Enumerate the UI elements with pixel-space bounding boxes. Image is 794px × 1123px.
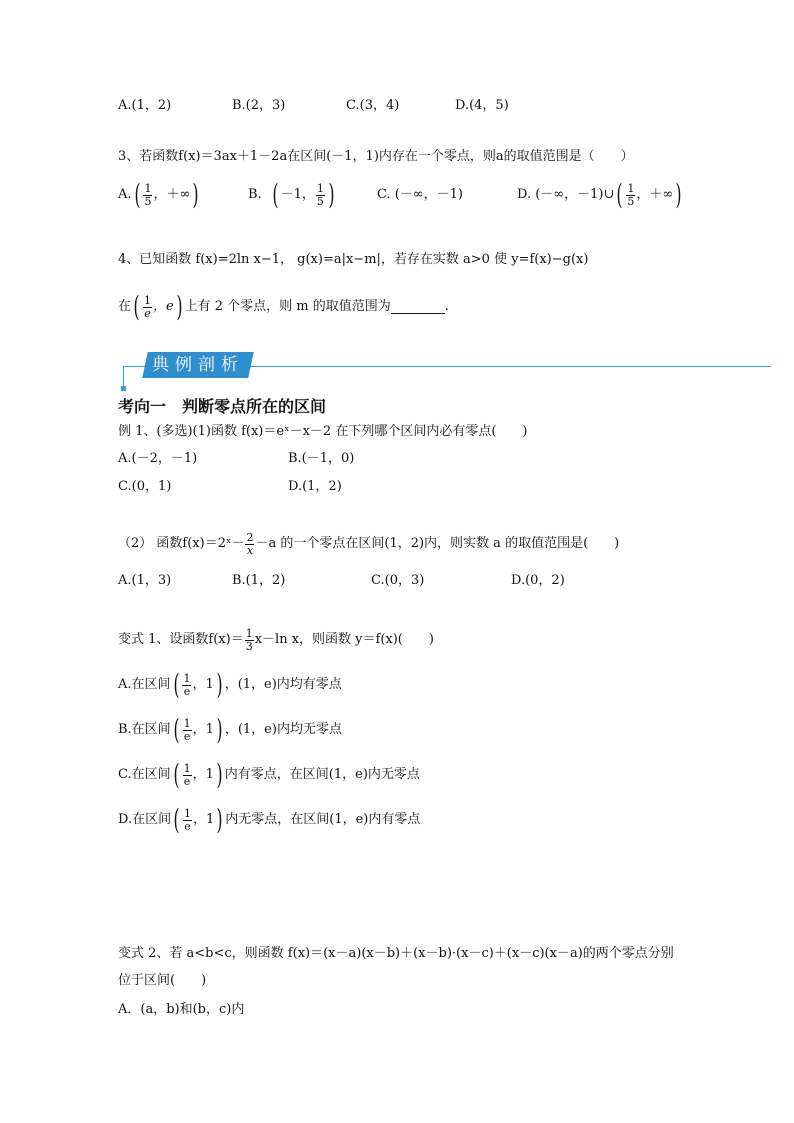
- left-paren: (: [272, 178, 279, 211]
- text: 变式 1、设函数f(x)＝: [118, 632, 244, 647]
- text: （2） 函数f(x)＝2ˣ－: [118, 536, 245, 551]
- fraction: [245, 532, 254, 557]
- text: ，(1，e)内均无零点: [224, 722, 342, 737]
- right-paren: ): [216, 803, 223, 836]
- text: .: [444, 299, 449, 314]
- question-3-option-c: C. (－∞，－1): [377, 187, 463, 202]
- fraction-denominator: 5: [144, 194, 152, 208]
- text: 内有零点，在区间(1，e)内无零点: [224, 767, 420, 782]
- text: ，1: [192, 767, 214, 782]
- fraction-numerator: 1: [316, 181, 324, 195]
- question-4-line-1: 4、已知函数 f(x)=2ln x−1， g(x)=a|x−m|，若存在实数 a>0 使 y=f(x)−g(x): [118, 252, 589, 267]
- left-paren: (: [172, 668, 180, 701]
- fraction-denominator: e: [184, 819, 191, 833]
- variant-1-option-b: [118, 714, 342, 746]
- fraction-numerator: 1: [143, 293, 151, 307]
- text: 在: [118, 299, 132, 314]
- section-tab-label: 典例剖析: [152, 355, 244, 375]
- fraction: [182, 673, 191, 698]
- option-b: B.(2，3): [232, 98, 286, 113]
- option-text: ，＋∞: [636, 187, 674, 202]
- fraction-numerator: 1: [245, 626, 253, 640]
- fraction: [183, 808, 192, 833]
- option-label: D. (－∞，－1)∪: [517, 187, 615, 202]
- question-3-option-a: [118, 180, 201, 210]
- text: ，1: [193, 812, 215, 827]
- text: ，1: [192, 722, 214, 737]
- section-marker: [121, 386, 126, 391]
- fraction-numerator: 1: [183, 761, 191, 775]
- fraction: [316, 183, 325, 208]
- variant-2-option-a: A．(a，b)和(b，c)内: [118, 1002, 245, 1017]
- variant-1-stem: [118, 624, 434, 656]
- section-heading: 考向一 判断零点所在的区间: [118, 397, 327, 416]
- fraction-denominator: 3: [245, 639, 253, 653]
- variant-1-option-c: [118, 759, 420, 791]
- section-tab: [142, 352, 254, 378]
- example-1-option-b: B.(－1，0): [288, 451, 355, 466]
- question-4-line-2: [118, 290, 449, 324]
- fraction-numerator: 1: [184, 806, 192, 820]
- text: ，1: [192, 677, 214, 692]
- example-1-option-c: C.(0，1): [118, 479, 172, 494]
- question-3-option-b: [248, 180, 337, 210]
- right-paren: ): [176, 290, 183, 323]
- option-text: ，＋∞: [153, 187, 191, 202]
- example-1-part-2-option-c: C.(0，3): [371, 573, 425, 588]
- fraction: [626, 183, 635, 208]
- fraction-numerator: 1: [183, 671, 191, 685]
- left-paren: (: [173, 758, 180, 791]
- left-paren: (: [173, 713, 180, 746]
- fraction-numerator: 2: [246, 530, 254, 544]
- text: B.在区间: [118, 722, 171, 737]
- example-1-part-2-option-b: B.(1，2): [232, 573, 286, 588]
- example-1-part-2-option-d: D.(0，2): [511, 573, 565, 588]
- fraction: [143, 183, 152, 208]
- question-3-stem: 3、若函数f(x)＝3ax＋1－2a在区间(－1，1)内存在一个零点，则a的取值范围是（ ）: [118, 149, 634, 164]
- text: C.在区间: [118, 767, 171, 782]
- right-paren: ): [216, 758, 223, 791]
- variant-1-option-a: [118, 669, 342, 701]
- text: A.在区间: [118, 677, 171, 692]
- text: 内无零点，在区间(1，e)内有零点: [225, 812, 421, 827]
- left-paren: (: [133, 290, 140, 323]
- left-paren: (: [133, 178, 141, 211]
- example-1-part-2-option-a: A.(1，3): [118, 573, 172, 588]
- fraction-denominator: e: [183, 729, 191, 743]
- fraction-denominator: e: [183, 684, 191, 698]
- variant-2-stem-line-2: 位于区间( ): [118, 973, 207, 988]
- left-paren: (: [616, 178, 623, 211]
- left-paren: (: [173, 803, 180, 836]
- text: －a 的一个零点在区间(1，2)内，则实数 a 的取值范围是( ): [255, 536, 620, 551]
- example-1-option-d: D.(1，2): [288, 479, 342, 494]
- option-d: D.(4，5): [455, 98, 509, 113]
- option-a: A.(1，2): [118, 98, 172, 113]
- option-label: B.: [248, 187, 262, 202]
- question-3-option-d: [517, 180, 684, 210]
- fraction-denominator: 5: [316, 194, 324, 208]
- fraction-denominator: e: [183, 774, 191, 788]
- right-paren: ): [675, 178, 682, 211]
- example-1-part-2-stem: [118, 528, 619, 560]
- example-1-option-a: A.(－2，－1): [118, 451, 198, 466]
- example-1-stem: 例 1、(多选)(1)函数 f(x)＝eˣ－x－2 在下列哪个区间内必有零点( ): [118, 424, 528, 439]
- variant-2-stem-line-1: 变式 2、若 a<b<c，则函数 f(x)＝(x－a)(x－b)＋(x－b)·(x－c)＋(x－c)(x－a)的两个零点分别: [118, 946, 674, 961]
- option-text: －1，: [280, 187, 315, 202]
- right-paren: ): [192, 178, 199, 211]
- text: x－ln x，则函数 y＝f(x)( ): [254, 632, 434, 647]
- fraction: [245, 628, 254, 653]
- fraction: [143, 295, 152, 320]
- text: D.在区间: [118, 812, 172, 827]
- fraction: [183, 763, 192, 788]
- section-divider-vertical: [123, 366, 124, 388]
- answer-blank[interactable]: [391, 301, 445, 314]
- fraction: [183, 718, 192, 743]
- fraction-denominator: 5: [627, 194, 635, 208]
- fraction-numerator: 1: [627, 181, 635, 195]
- fraction-denominator: x: [246, 543, 254, 557]
- option-c: C.(3，4): [346, 98, 400, 113]
- right-paren: ): [216, 668, 223, 701]
- fraction-numerator: 1: [144, 181, 152, 195]
- fraction-numerator: 1: [183, 716, 191, 730]
- text: 上有 2 个零点，则 m 的取值范围为: [184, 299, 391, 314]
- variant-1-option-d: [118, 804, 420, 836]
- right-paren: ): [216, 713, 223, 746]
- text: ，e: [152, 299, 174, 314]
- fraction-denominator: e: [144, 306, 151, 320]
- right-paren: ): [328, 178, 335, 211]
- option-label: A.: [118, 187, 132, 202]
- text: ，(1，e)内均有零点: [224, 677, 342, 692]
